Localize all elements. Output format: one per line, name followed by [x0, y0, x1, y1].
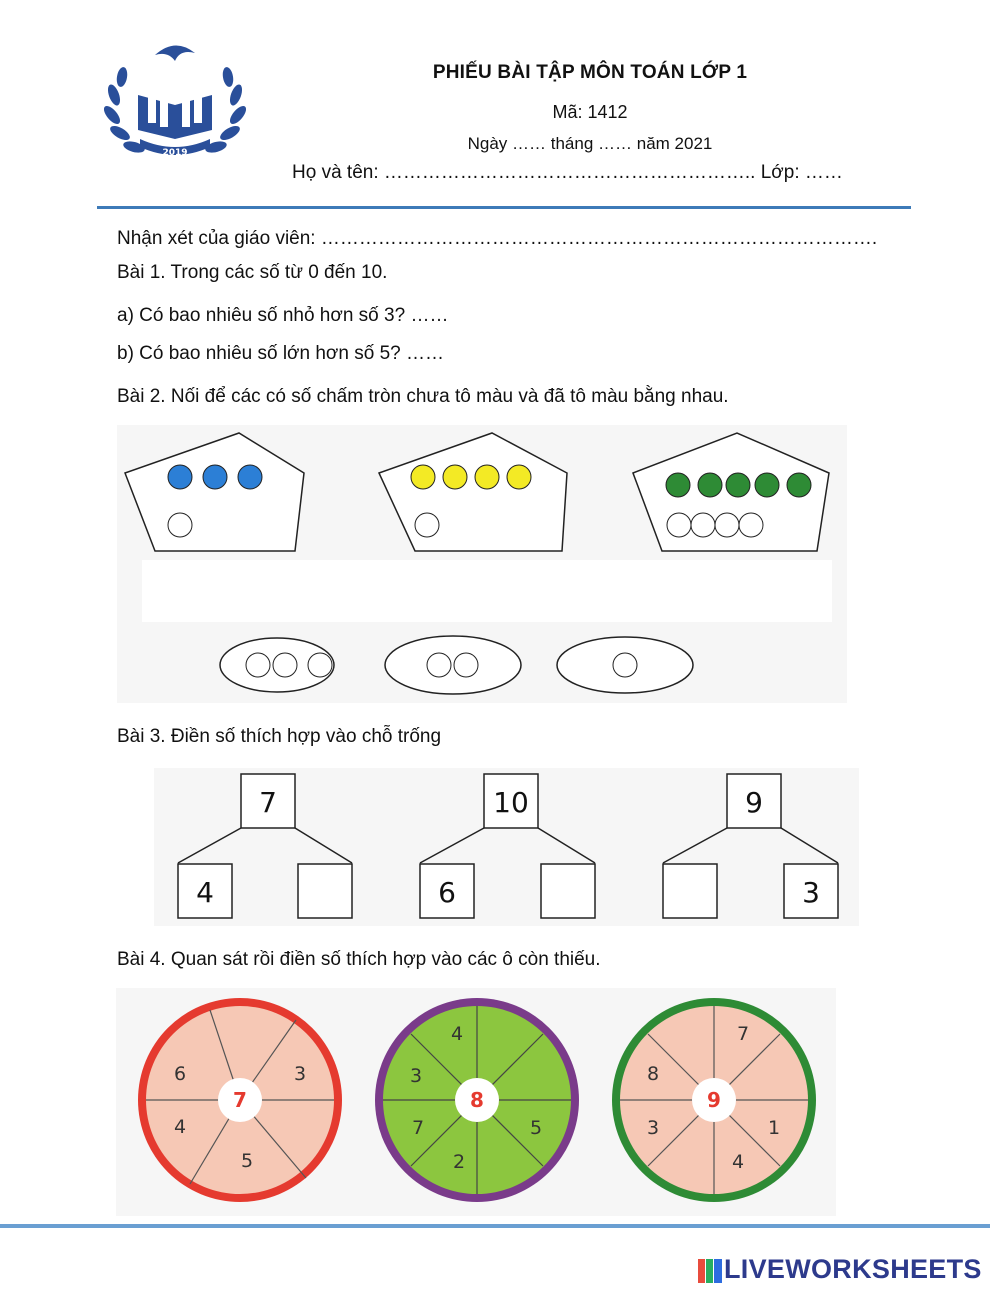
exercise2-figure [117, 425, 847, 703]
wheel-1 [138, 998, 342, 1202]
exercise4-figure [116, 988, 836, 1216]
wheel2-center: 8 [470, 1088, 484, 1112]
wheel2-label-e: 5 [529, 1117, 543, 1139]
exercise1-title: Bài 1. Trong các số từ 0 đến 10. [117, 262, 388, 283]
wheel1-label-b: 6 [173, 1063, 187, 1085]
wheel2-label-b: 3 [409, 1065, 423, 1087]
oval-two-dots [385, 636, 521, 694]
oval-one-dot [557, 637, 693, 693]
wheel1-center: 7 [233, 1088, 247, 1112]
wheel2-label-a: 4 [450, 1023, 464, 1045]
wheel3-label-b: 8 [646, 1063, 660, 1085]
tree2-top: 10 [493, 786, 529, 819]
tree1-top: 7 [259, 786, 277, 819]
exercise3-title: Bài 3. Điền số thích hợp vào chỗ trống [117, 726, 442, 747]
school-logo [100, 35, 250, 165]
tree3-right: 3 [802, 876, 820, 909]
wheel3-label-e: 1 [767, 1117, 781, 1139]
wheel3-center: 9 [707, 1088, 721, 1112]
wheel3-label-c: 3 [646, 1117, 660, 1139]
exercise2-title: Bài 2. Nối để các có số chấm tròn chưa tô màu và đã tô màu bằng nhau. [117, 386, 729, 407]
wheel-2 [375, 998, 579, 1202]
exercise1-question-a: a) Có bao nhiêu số nhỏ hơn số 3? …… [117, 305, 449, 326]
exercise4-title: Bài 4. Quan sát rồi điền số thích hợp vào các ô còn thiếu. [117, 949, 601, 970]
tree1-left: 4 [196, 876, 214, 909]
header-divider [97, 206, 911, 209]
wheel1-label-a: 3 [293, 1063, 307, 1085]
wheel1-label-c: 4 [173, 1116, 187, 1138]
wheel3-label-a: 7 [736, 1023, 750, 1045]
brand-name[interactable]: LIVEWORKSHEETS [724, 1254, 982, 1284]
worksheet-date: Ngày …… tháng …… năm 2021 [467, 134, 713, 153]
wheel2-label-c: 7 [411, 1117, 425, 1139]
worksheet-title: PHIẾU BÀI TẬP MÔN TOÁN LỚP 1 [432, 62, 748, 83]
exercise3-figure [154, 768, 859, 926]
tree3-top: 9 [745, 786, 763, 819]
footer-divider [0, 1224, 990, 1228]
wheel3-label-d: 4 [731, 1151, 745, 1173]
teacher-comment: Nhận xét của giáo viên: ……………………………………………………………………………. [117, 228, 878, 249]
wheel-3 [612, 998, 816, 1202]
worksheet-code: Mã: 1412 [552, 102, 628, 122]
liveworksheets-logo-icon [698, 1259, 722, 1283]
name-class-line: Họ và tên: ………………………………………………….. Lớp: …… [292, 162, 843, 183]
tree2-left: 6 [438, 876, 456, 909]
wheel1-label-d: 5 [240, 1150, 254, 1172]
oval-three-dots [220, 638, 334, 692]
logo-year: 2019 [162, 148, 188, 158]
exercise1-question-b: b) Có bao nhiêu số lớn hơn số 5? …… [117, 343, 444, 364]
wheel2-label-d: 2 [452, 1151, 466, 1173]
